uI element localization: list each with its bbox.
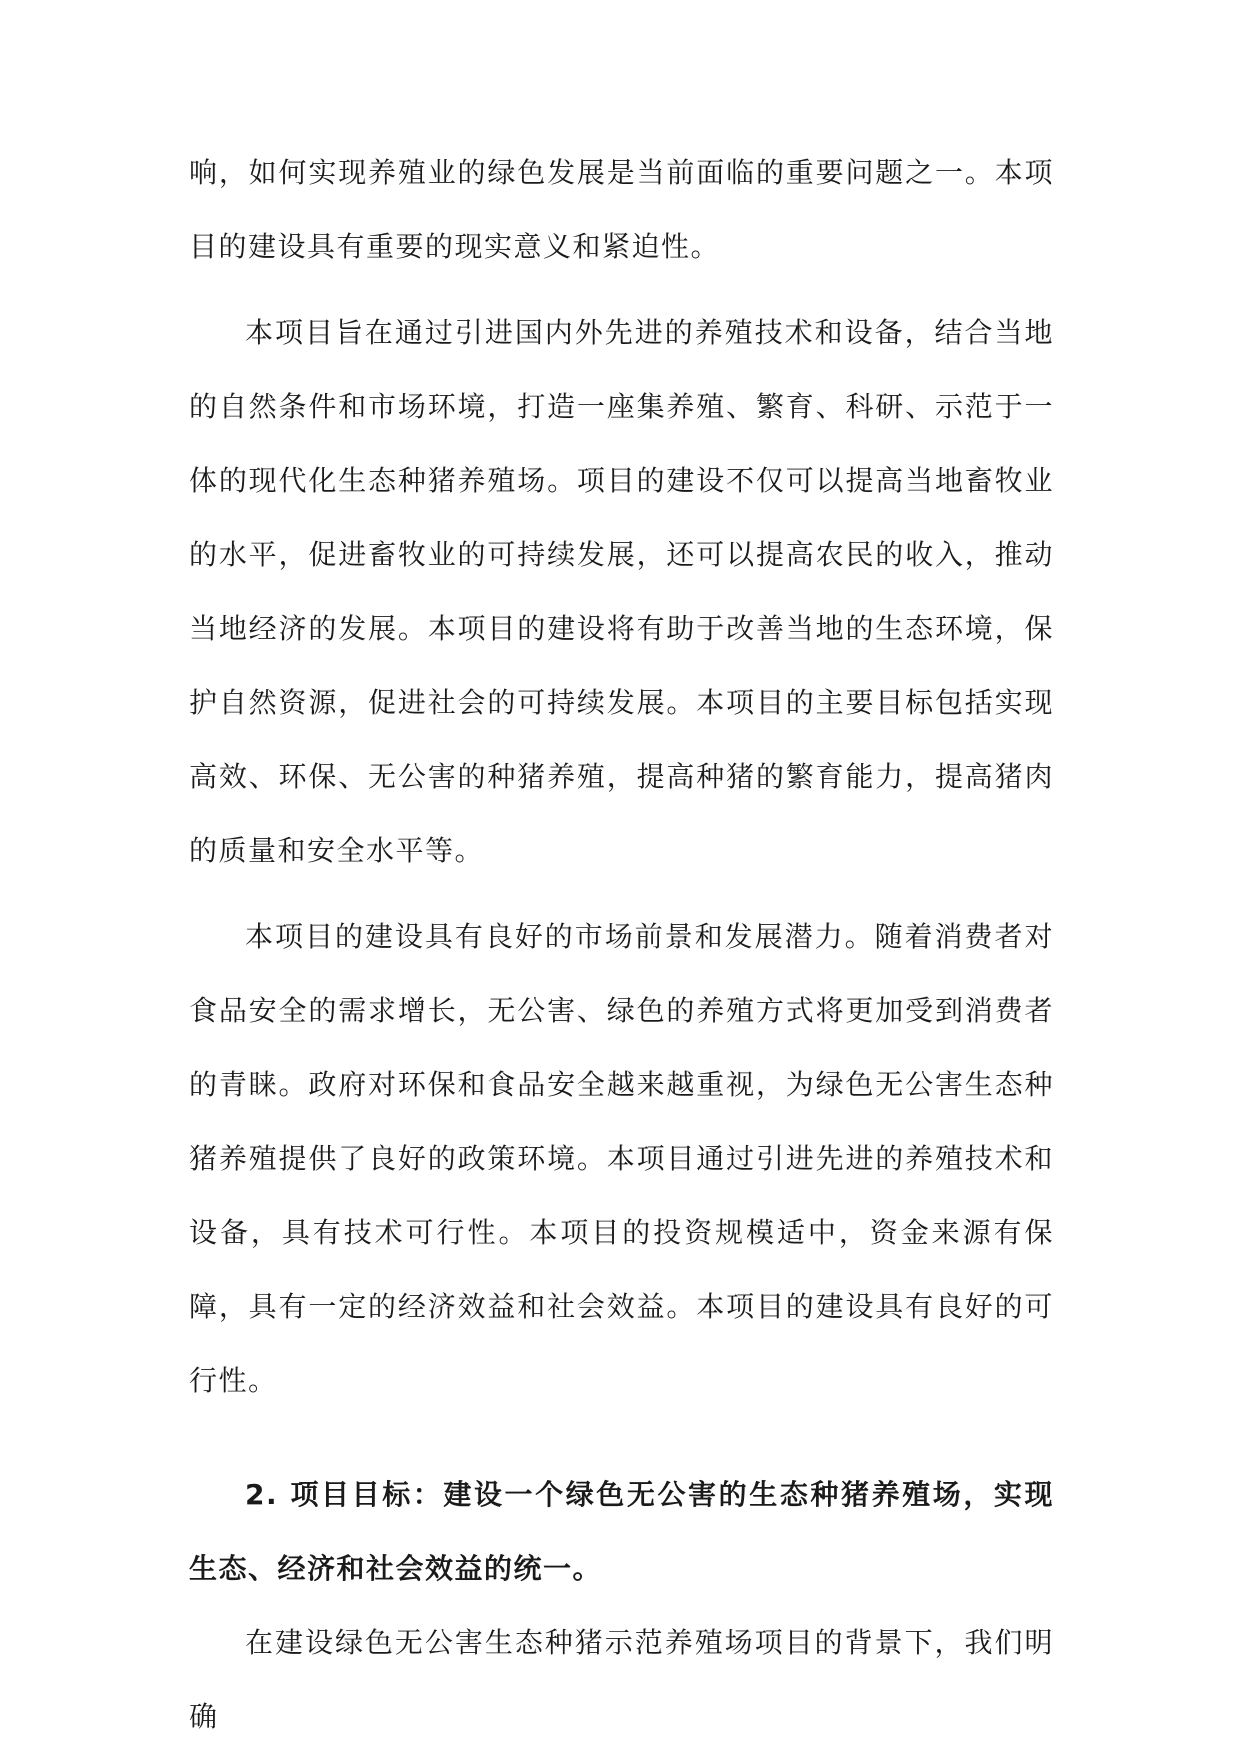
document-page: [189, 136, 1054, 1754]
body-paragraph-3: 本项目的建设具有良好的市场前景和发展潜力。随着消费者对食品安全的需求增长，无公害、绿色的养殖方式将更加受到消费者的青睐。政府对环保和食品安全越来越重视，为绿色无公害生态种猪养殖提供了良好的政策环境。本项目通过引进先进的养殖技术和设备，具有技术可行性。本项目的投资规模适中，资金来源有保障，具有一定的经济效益和社会效益。本项目的建设具有良好的可行性。: [189, 920, 1054, 1397]
section-heading: 2. 项目目标：建设一个绿色无公害的生态种猪养殖场，实现生态、经济和社会效益的统一。: [189, 1478, 1054, 1585]
body-paragraph-1: 响，如何实现养殖业的绿色发展是当前面临的重要问题之一。本项目的建设具有重要的现实意义和紧迫性。: [189, 156, 1054, 263]
body-paragraph-2: 本项目旨在通过引进国内外先进的养殖技术和设备，结合当地的自然条件和市场环境，打造一座集养殖、繁育、科研、示范于一体的现代化生态种猪养殖场。项目的建设不仅可以提高当地畜牧业的水平，促进畜牧业的可持续发展，还可以提高农民的收入，推动当地经济的发展。本项目的建设将有助于改善当地的生态环境，保护自然资源，促进社会的可持续发展。本项目的主要目标包括实现高效、环保、无公害的种猪养殖，提高种猪的繁育能力，提高猪肉的质量和安全水平等。: [189, 316, 1054, 867]
body-paragraph-4: 在建设绿色无公害生态种猪示范养殖场项目的背景下，我们明确: [189, 1626, 1054, 1733]
